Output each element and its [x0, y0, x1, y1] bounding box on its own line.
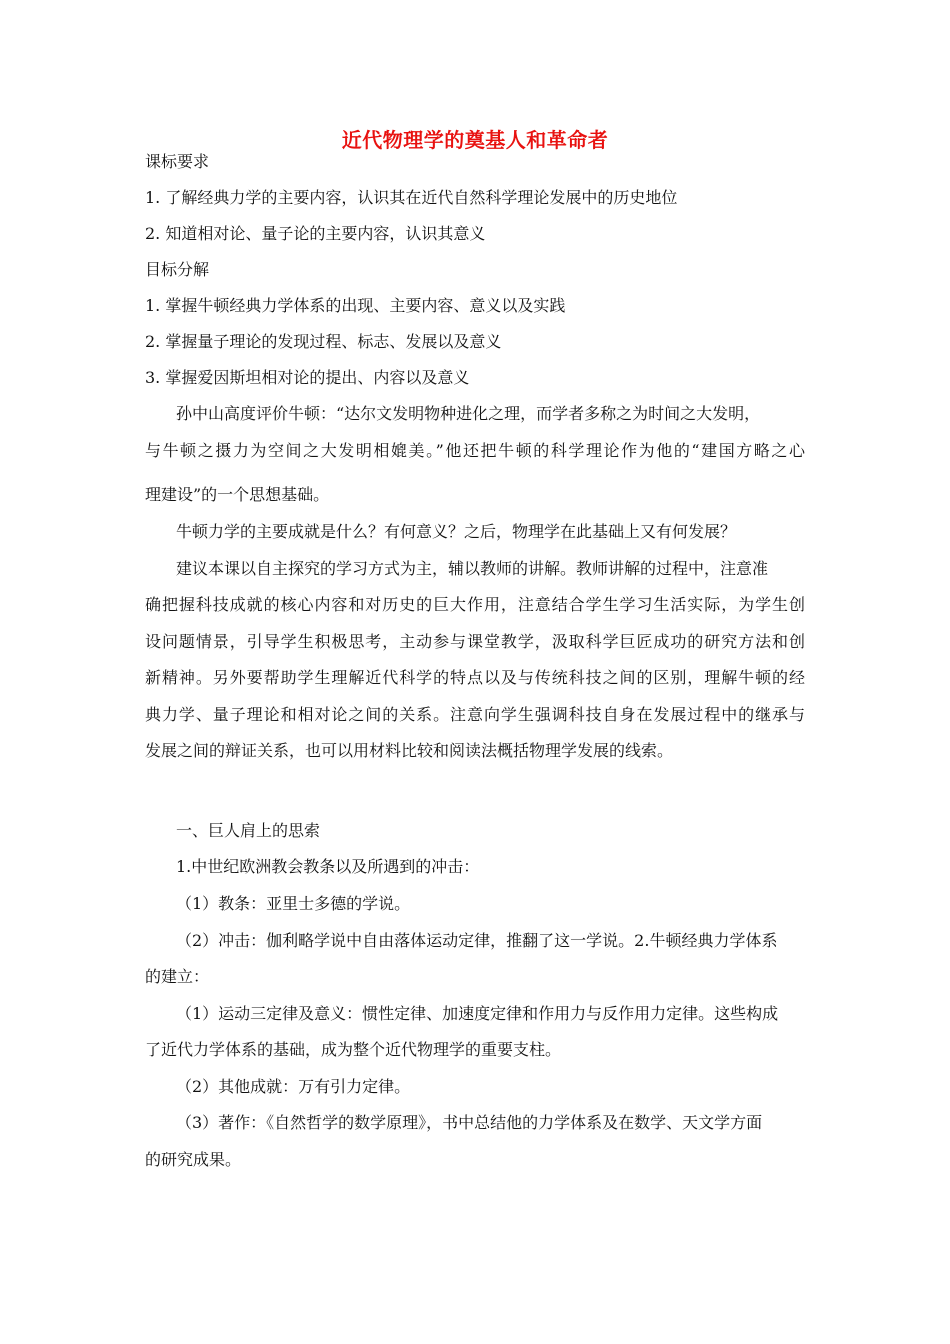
paragraph-line: 孙中山高度评价牛顿：“达尔文发明物种进化之理，而学者多称之为时间之大发明，	[176, 404, 761, 423]
list-item: （1）运动三定律及意义：惯性定律、加速度定律和作用力与反作用力定律。这些构成	[176, 1004, 779, 1023]
document-title: 近代物理学的奠基人和革命者	[341, 128, 609, 152]
list-item-continuation: 的建立：	[145, 967, 210, 986]
list-item: （2）其他成就：万有引力定律。	[176, 1077, 411, 1096]
list-item-continuation: 了近代力学体系的基础，成为整个近代物理学的重要支柱。	[145, 1040, 562, 1059]
list-item: （1）教条：亚里士多德的学说。	[176, 894, 411, 913]
goal-item: 1. 掌握牛顿经典力学体系的出现、主要内容、意义以及实践	[145, 296, 566, 315]
paragraph-line: 与牛顿之摄力为空间之大发明相媲美。”他还把牛顿的科学理论作为他的“建国方略之心	[145, 441, 805, 460]
subheading: 1.中世纪欧洲教会教条以及所遇到的冲击：	[176, 857, 480, 876]
paragraph-line: 发展之间的辩证关系，也可以用材料比较和阅读法概括物理学发展的线索。	[145, 741, 674, 760]
paragraph-line: 牛顿力学的主要成就是什么？有何意义？之后，物理学在此基础上又有何发展？	[176, 522, 737, 541]
list-item-continuation: 的研究成果。	[145, 1150, 242, 1169]
paragraph-line: 设问题情景，引导学生积极思考，主动参与课堂教学，汲取科学巨匠成功的研究方法和创	[145, 632, 805, 651]
goal-item: 3. 掌握爱因斯坦相对论的提出、内容以及意义	[145, 368, 470, 387]
section-heading-curriculum: 课标要求	[145, 152, 210, 171]
section-heading: 一、巨人肩上的思索	[176, 821, 321, 840]
paragraph-line: 理建设”的一个思想基础。	[145, 485, 330, 504]
curriculum-item: 2. 知道相对论、量子论的主要内容，认识其意义	[145, 224, 486, 243]
list-item: （3）著作：《自然哲学的数学原理》，书中总结他的力学体系及在数学、天文学方面	[176, 1113, 763, 1132]
paragraph-line: 新精神。另外要帮助学生理解近代科学的特点以及与传统科技之间的区别，理解牛顿的经	[145, 668, 805, 687]
curriculum-item: 1. 了解经典力学的主要内容，认识其在近代自然科学理论发展中的历史地位	[145, 188, 678, 207]
paragraph-line: 建议本课以自主探究的学习方式为主，辅以教师的讲解。教师讲解的过程中，注意准	[176, 559, 769, 578]
goal-item: 2. 掌握量子理论的发现过程、标志、发展以及意义	[145, 332, 502, 351]
paragraph-line: 确把握科技成就的核心内容和对历史的巨大作用，注意结合学生学习生活实际，为学生创	[145, 595, 805, 614]
section-heading-goals: 目标分解	[145, 260, 210, 279]
paragraph-line: 典力学、量子理论和相对论之间的关系。注意向学生强调科技自身在发展过程中的继承与	[145, 705, 805, 724]
list-item: （2）冲击：伽利略学说中自由落体运动定律，推翻了这一学说。2.牛顿经典力学体系	[176, 931, 778, 950]
